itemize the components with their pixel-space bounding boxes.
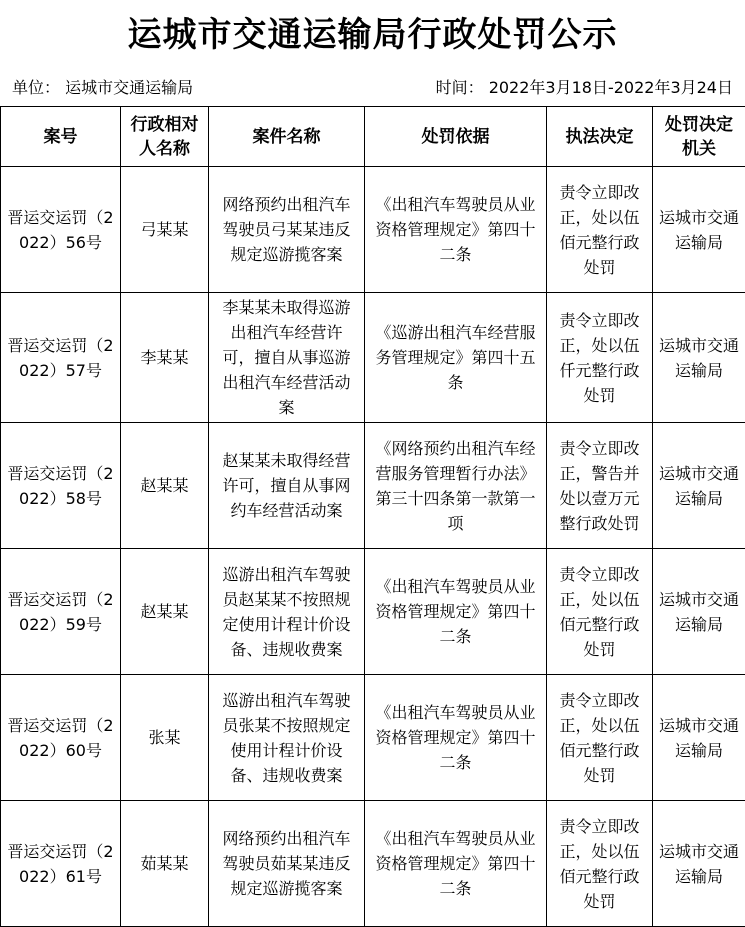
party-name-cell: 弓某某	[121, 167, 209, 293]
authority-cell: 运城市交通运输局	[653, 293, 745, 423]
party-name-cell: 张某	[121, 675, 209, 801]
legal-basis-cell: 《巡游出租汽车经营服务管理规定》第四十五条	[365, 293, 547, 423]
case-name-cell: 巡游出租汽车驾驶员赵某某不按照规定使用计程计价设备、违规收费案	[209, 549, 365, 675]
decision-cell: 责令立即改正，处以伍佰元整行政处罚	[547, 675, 653, 801]
case-number-cell: 晋运交运罚（2022）58号	[1, 423, 121, 549]
authority-cell: 运城市交通运输局	[653, 549, 745, 675]
party-name-cell: 李某某	[121, 293, 209, 423]
authority-cell: 运城市交通运输局	[653, 801, 745, 927]
header-case-name: 案件名称	[209, 107, 365, 167]
header-decision: 执法决定	[547, 107, 653, 167]
table-header-row	[1, 107, 745, 167]
decision-cell: 责令立即改正，处以伍佰元整行政处罚	[547, 167, 653, 293]
legal-basis-cell: 《网络预约出租汽车经营服务管理暂行办法》第三十四条第一款第一项	[365, 423, 547, 549]
case-name-cell: 巡游出租汽车驾驶员张某不按照规定使用计程计价设备、违规收费案	[209, 675, 365, 801]
legal-basis-cell: 《出租汽车驾驶员从业资格管理规定》第四十二条	[365, 167, 547, 293]
party-name-cell: 赵某某	[121, 549, 209, 675]
header-authority: 处罚决定机关	[653, 107, 745, 167]
table-row	[1, 549, 745, 675]
case-name-cell: 李某某未取得巡游出租汽车经营许可，擅自从事巡游出租汽车经营活动案	[209, 293, 365, 423]
case-number-cell: 晋运交运罚（2022）60号	[1, 675, 121, 801]
header-legal-basis: 处罚依据	[365, 107, 547, 167]
legal-basis-cell: 《出租汽车驾驶员从业资格管理规定》第四十二条	[365, 801, 547, 927]
party-name-cell: 茹某某	[121, 801, 209, 927]
time-range-label: 时间： 2022年3月18日-2022年3月24日	[436, 70, 733, 106]
case-number-cell: 晋运交运罚（2022）57号	[1, 293, 121, 423]
table-row	[1, 675, 745, 801]
case-name-cell: 网络预约出租汽车驾驶员弓某某违反规定巡游揽客案	[209, 167, 365, 293]
table-row	[1, 423, 745, 549]
authority-cell: 运城市交通运输局	[653, 167, 745, 293]
decision-cell: 责令立即改正，警告并处以壹万元整行政处罚	[547, 423, 653, 549]
unit-label: 单位： 运城市交通运输局	[12, 70, 193, 106]
decision-cell: 责令立即改正，处以伍仟元整行政处罚	[547, 293, 653, 423]
legal-basis-cell: 《出租汽车驾驶员从业资格管理规定》第四十二条	[365, 549, 547, 675]
table-row	[1, 293, 745, 423]
header-party-name: 行政相对人名称	[121, 107, 209, 167]
case-number-cell: 晋运交运罚（2022）61号	[1, 801, 121, 927]
case-number-cell: 晋运交运罚（2022）56号	[1, 167, 121, 293]
authority-cell: 运城市交通运输局	[653, 675, 745, 801]
party-name-cell: 赵某某	[121, 423, 209, 549]
meta-bar	[0, 70, 745, 106]
decision-cell: 责令立即改正，处以伍佰元整行政处罚	[547, 801, 653, 927]
page-title: 运城市交通运输局行政处罚公示	[0, 0, 745, 70]
penalty-table	[0, 106, 745, 927]
case-number-cell: 晋运交运罚（2022）59号	[1, 549, 121, 675]
legal-basis-cell: 《出租汽车驾驶员从业资格管理规定》第四十二条	[365, 675, 547, 801]
case-name-cell: 赵某某未取得经营许可，擅自从事网约车经营活动案	[209, 423, 365, 549]
decision-cell: 责令立即改正，处以伍佰元整行政处罚	[547, 549, 653, 675]
authority-cell: 运城市交通运输局	[653, 423, 745, 549]
table-row	[1, 167, 745, 293]
header-case-number: 案号	[1, 107, 121, 167]
table-row	[1, 801, 745, 927]
case-name-cell: 网络预约出租汽车驾驶员茹某某违反规定巡游揽客案	[209, 801, 365, 927]
